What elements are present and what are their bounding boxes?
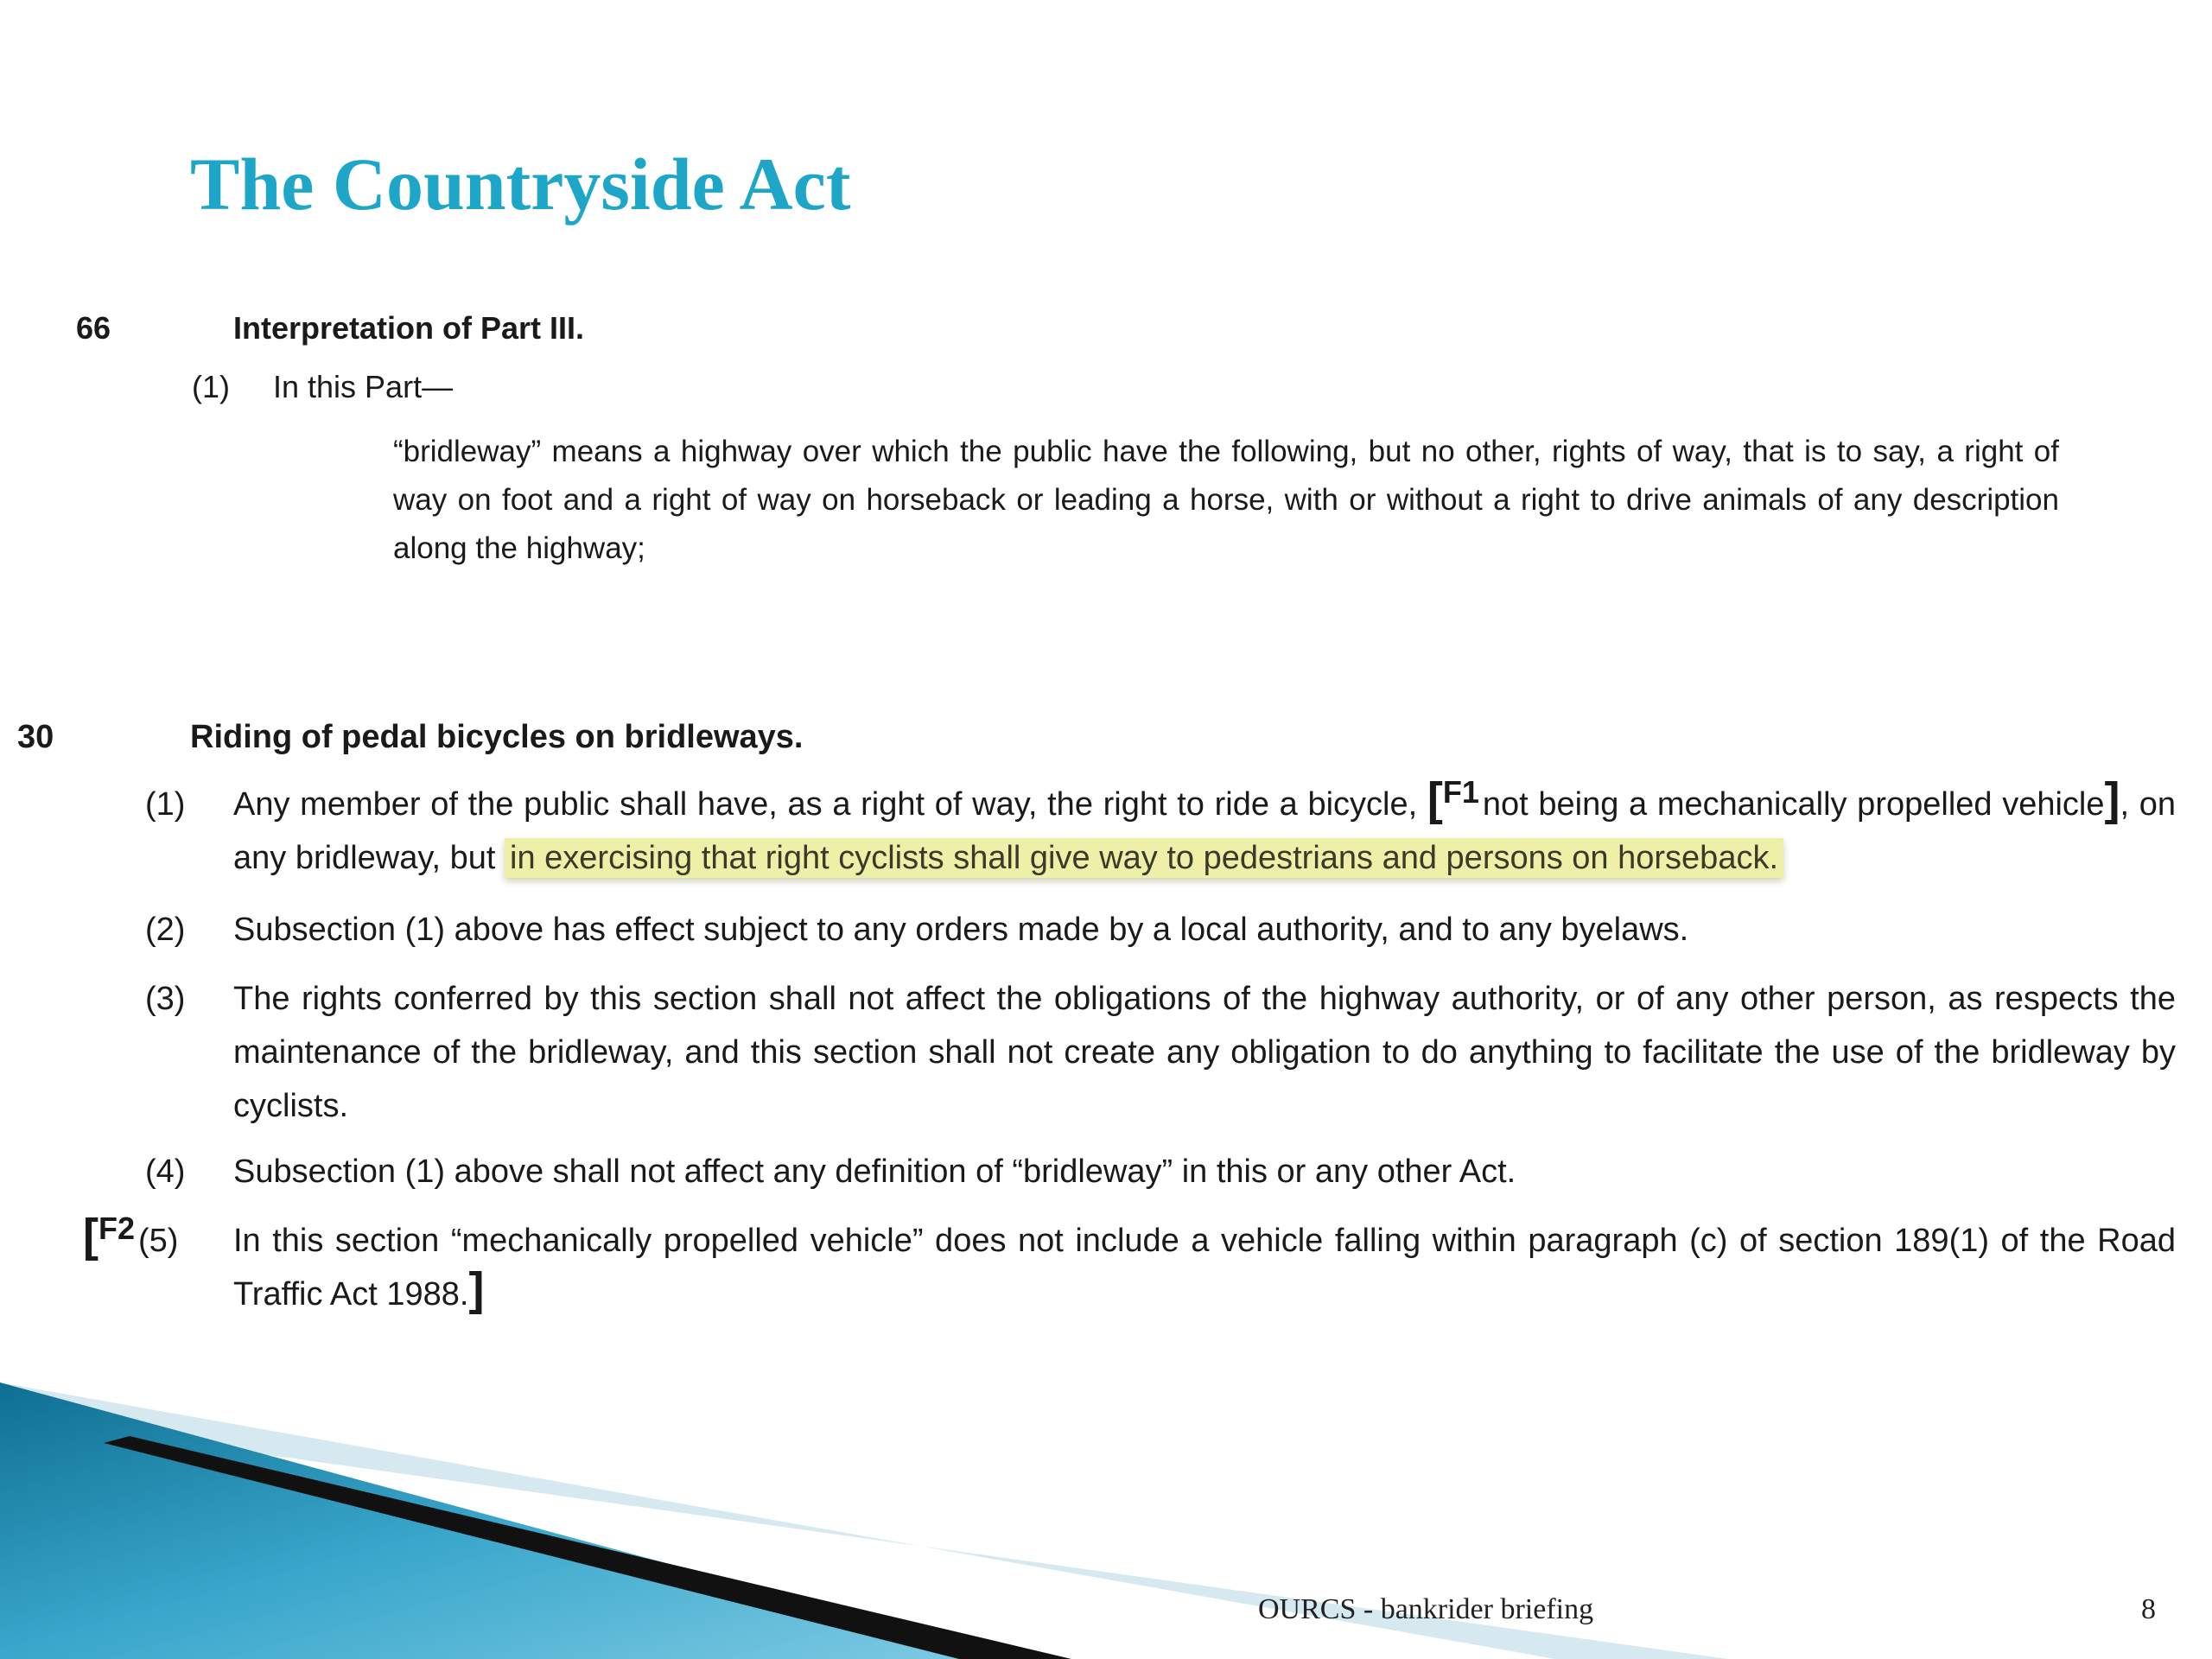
subsection-2-number: (2) xyxy=(145,912,186,948)
amendment-bracket-open: [ xyxy=(1427,773,1443,825)
amendment-bracket-open-f2: [ xyxy=(83,1210,99,1262)
section-30-number: 30 xyxy=(17,719,54,755)
subsection-5-number-label: (5) xyxy=(138,1223,179,1259)
highlighted-give-way-clause: in exercising that right cyclists shall give way to pedestrians and persons on horseback. xyxy=(505,838,1783,878)
footer-decoration xyxy=(0,1382,2212,1659)
subsection-5-body: In this section “mechanically propelled vehicle” does not include a vehicle falling within paragraph (c) of section 189(1) of the Road Traffic Act 1988. xyxy=(233,1223,2176,1313)
amendment-bracket-close: ] xyxy=(2104,773,2120,825)
page-number: 8 xyxy=(2141,1593,2156,1625)
subsection-3-text: The rights conferred by this section shall not affect the obligations of the highway authority, or of any other person, as respects the maintenance of the bridleway, and this section shall not create any obligation to do anything to facilitate the use of the bridleway by cyclists. xyxy=(233,981,2176,1124)
subsection-1-text xyxy=(233,773,2176,885)
section-66-heading: Interpretation of Part III. xyxy=(233,310,585,346)
footnote-f2-marker[interactable]: F2 xyxy=(98,1211,135,1246)
subsection-1-number: (1) xyxy=(145,786,186,823)
subsection-1-text-b: not being a mechanically propelled vehicle xyxy=(1482,786,2105,823)
amendment-bracket-close-f2: ] xyxy=(468,1263,485,1315)
subsection-3-number: (3) xyxy=(145,981,186,1017)
subsection-1-text-c: , on any bridleway, but xyxy=(233,786,2176,876)
subsection-4-number: (4) xyxy=(145,1154,186,1190)
section-30-heading: Riding of pedal bicycles on bridleways. xyxy=(190,719,804,755)
subsection-5-number xyxy=(83,1210,179,1268)
subsection-4-text: Subsection (1) above shall not affect any definition of “bridleway” in this or any other Act. xyxy=(233,1154,1516,1190)
subsection-5-text xyxy=(233,1214,2176,1321)
section-66-subsection-number: (1) xyxy=(192,369,230,404)
subsection-1-text-a: Any member of the public shall have, as a right of way, the right to ride a bicycle, xyxy=(233,786,1418,823)
section-66-subsection-text: In this Part— xyxy=(273,369,454,404)
subsection-2-text: Subsection (1) above has effect subject to any orders made by a local authority, and to any byelaws. xyxy=(233,912,1689,948)
bridleway-definition: “bridleway” means a highway over which the public have the following, but no other, rights of way, that is to say, a right of way on foot and a right of way on horseback or leading a horse, with or without a right to drive animals of any description along the highway; xyxy=(393,435,2059,565)
footnote-f1-marker[interactable]: F1 xyxy=(1442,774,1479,810)
slide-title: The Countryside Act xyxy=(190,143,851,226)
footer-text: OURCS - bankrider briefing xyxy=(1258,1593,1594,1625)
section-66-number: 66 xyxy=(76,310,111,346)
